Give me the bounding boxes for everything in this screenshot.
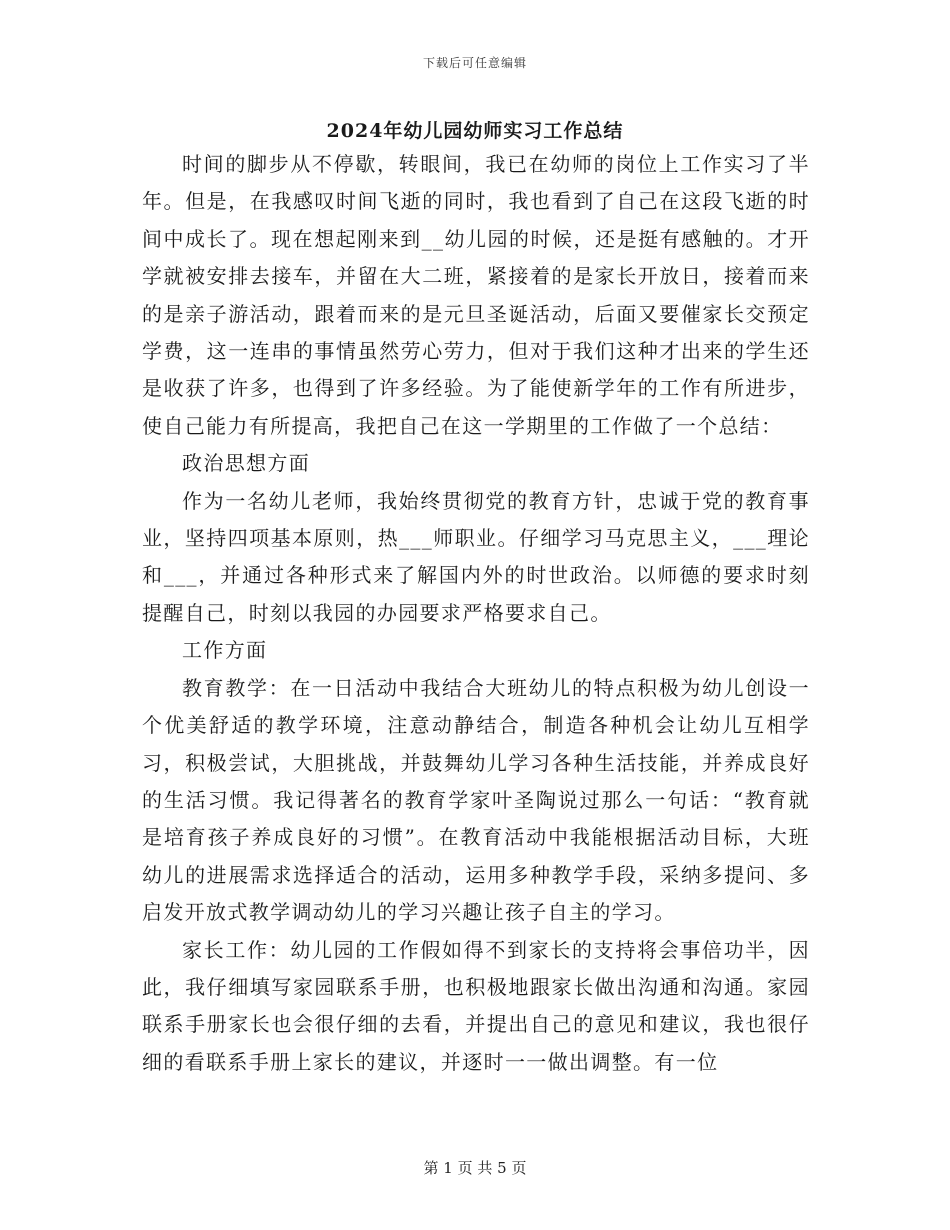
paragraph-parents: 家长工作：幼儿园的工作假如得不到家长的支持将会事倍功半，因此，我仔细填写家园联系手册，也积极地跟家长做出沟通和沟通。家园联系手册家长也会很仔细的去看，并提出自己的意见和建议，我也很仔细的看联系手册上家长的建议，并逐时一一做出调整。有一位 <box>142 937 810 1074</box>
header-note: 下载后可任意编辑 <box>422 56 527 70</box>
section-heading-politics: 政治思想方面 <box>182 451 311 476</box>
paragraph-politics: 作为一名幼儿老师，我始终贯彻党的教育方针，忠诚于党的教育事业，坚持四项基本原则，热___师职业。仔细学习马克思主义，___理论和___，并通过各种形式来了解国内外的时世政治。以师德的要求时刻提醒自己，时刻以我园的办园要求严格要求自己。 <box>142 488 810 625</box>
document-title: 2024年幼儿园幼师实习工作总结 <box>326 120 624 142</box>
document-body <box>142 146 810 1081</box>
page-number: 第 1 页 共 5 页 <box>423 1159 527 1177</box>
section-heading-work: 工作方面 <box>182 638 268 663</box>
paragraph-teaching: 教育教学：在一日活动中我结合大班幼儿的特点积极为幼儿创设一个优美舒适的教学环境，注意动静结合，制造各种机会让幼儿互相学习，积极尝试，大胆挑战，并鼓舞幼儿学习各种生活技能，并养成良好的生活习惯。我记得著名的教育学家叶圣陶说过那么一句话：“教育就是培育孩子养成良好的习惯”。在教育活动中我能根据活动目标，大班幼儿的进展需求选择适合的活动，运用多种教学手段，采纳多提问、多启发开放式教学调动幼儿的学习兴趣让孩子自主的学习。 <box>142 675 810 925</box>
paragraph-intro: 时间的脚步从不停歇，转眼间，我已在幼师的岗位上工作实习了半年。但是，在我感叹时间飞逝的同时，我也看到了自己在这段飞逝的时间中成长了。现在想起刚来到__幼儿园的时候，还是挺有感触的。才开学就被安排去接车，并留在大二班，紧接着的是家长开放日，接着而来的是亲子游活动，跟着而来的是元旦圣诞活动，后面又要催家长交预定学费，这一连串的事情虽然劳心劳力，但对于我们这种才出来的学生还是收获了许多，也得到了许多经验。为了能使新学年的工作有所进步，使自己能力有所提高，我把自己在这一学期里的工作做了一个总结： <box>142 152 810 438</box>
